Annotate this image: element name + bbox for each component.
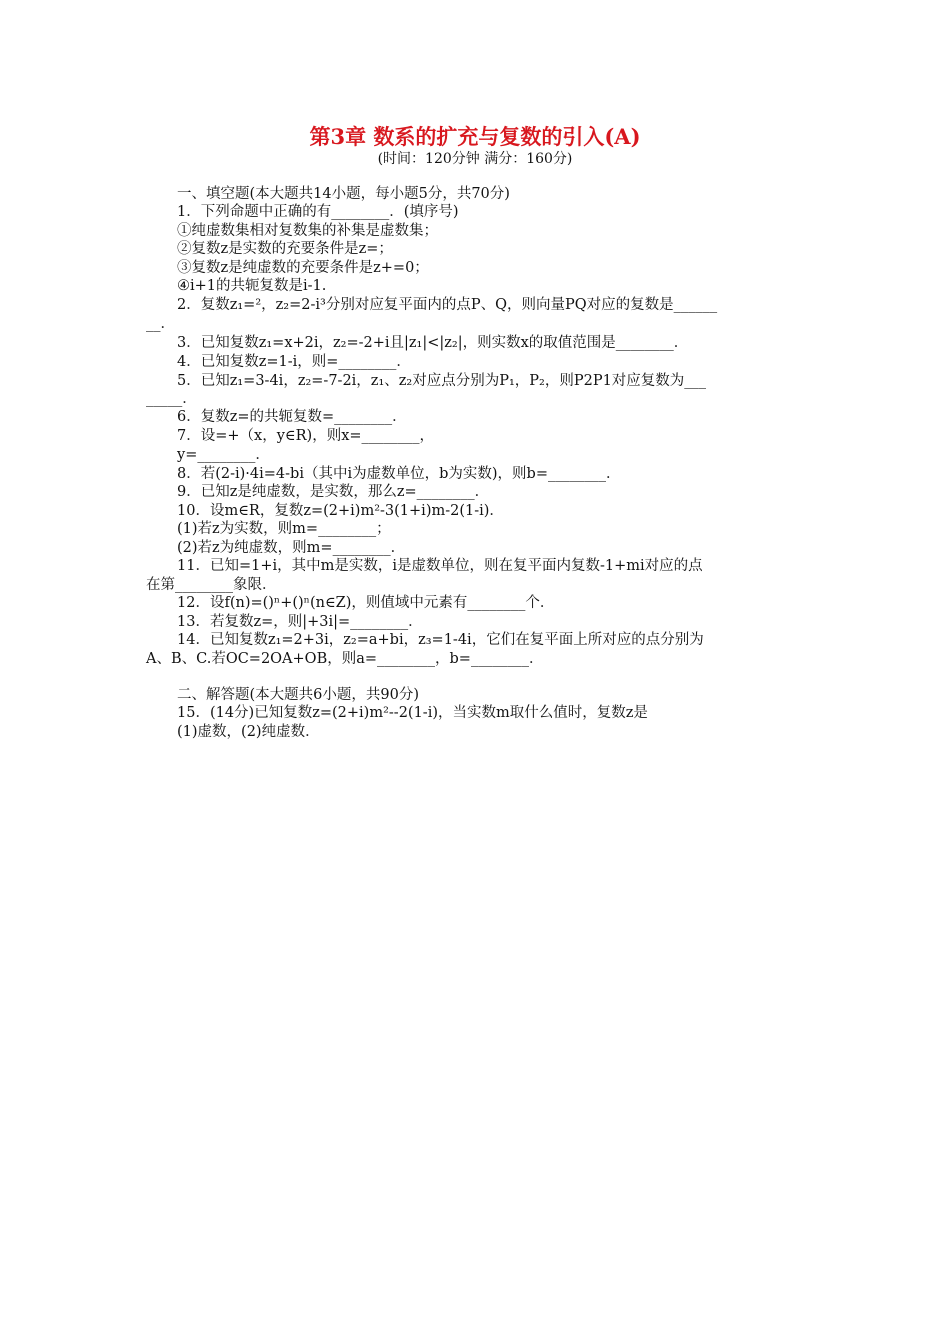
question-line: ④i+1的共轭复数是i-1. [177, 278, 327, 294]
question-line: 3．已知复数z₁=x+2i，z₂=-2+i且|z₁|<|z₂|，则实数x的取值范围是________． [177, 335, 689, 351]
page-title: 第3章 数系的扩充与复数的引入(A) [309, 124, 641, 149]
question-line: 12．设f(n)=()ⁿ+()ⁿ(n∈Z)，则值域中元素有________个． [177, 595, 555, 611]
question-line: 14．已知复数z₁=2+3i，z₂=a+bi，z₃=1-4i，它们在复平面上所对应的点分别为 [177, 632, 704, 648]
question-line: y=________． [177, 447, 270, 463]
question-line: 15．(14分)已知复数z=(2+i)m²--2(1-i)，当实数m取什么值时，复数z是 [177, 705, 648, 721]
question-line: 7．设=+（x，y∈R)，则x=________， [177, 428, 435, 444]
question-line: 10．设m∈R，复数z=(2+i)m²-3(1+i)m-2(1-i)． [177, 503, 504, 519]
question-line: A、B、C.若OC=2OA+OB，则a=________，b=________． [146, 651, 544, 667]
page-subtitle: (时间：120分钟 满分：160分) [377, 151, 573, 167]
question-line: ②复数z是实数的充要条件是z=； [177, 241, 393, 257]
question-line: (1)虚数，(2)纯虚数． [177, 724, 320, 740]
question-line: 6．复数z=的共轭复数=________． [177, 409, 407, 425]
question-line: 11．已知=1+i，其中m是实数，i是虚数单位，则在复平面内复数-1+mi对应的点 [177, 558, 703, 574]
question-line: 5．已知z₁=3-4i，z₂=-7-2i，z₁、z₂对应点分别为P₁，P₂，则P2P1对应复数为___ [177, 373, 707, 389]
section-heading: 二、解答题(本大题共6小题，共90分) [177, 687, 419, 703]
question-line: 2．复数z₁=²，z₂=2-i³分别对应复平面内的点P、Q，则向量PQ对应的复数是______ [177, 297, 718, 313]
question-line: ①纯虚数集相对复数集的补集是虚数集； [177, 223, 438, 239]
question-line: ③复数z是纯虚数的充要条件是z+=0； [177, 260, 429, 276]
question-line: 4．已知复数z=1-i，则=________． [177, 354, 411, 370]
question-line: (1)若z为实数，则m=________； [177, 521, 391, 537]
question-line: 8．若(2-i)·4i=4-bi（其中i为虚数单位，b为实数)，则b=________． [177, 466, 621, 482]
question-line: (2)若z为纯虚数，则m=________． [177, 540, 406, 556]
section-heading: 一、填空题(本大题共14小题，每小题5分，共70分) [177, 186, 510, 202]
question-line: 1．下列命题中正确的有________．(填序号) [177, 204, 459, 220]
question-line: 9．已知z是纯虚数，是实数，那么z=________． [177, 484, 490, 500]
question-line: 13．若复数z=，则|+3i|=________． [177, 614, 423, 630]
question-line: __． [146, 316, 175, 332]
question-line: 在第________象限． [146, 577, 277, 593]
question-line: _____． [146, 391, 197, 407]
